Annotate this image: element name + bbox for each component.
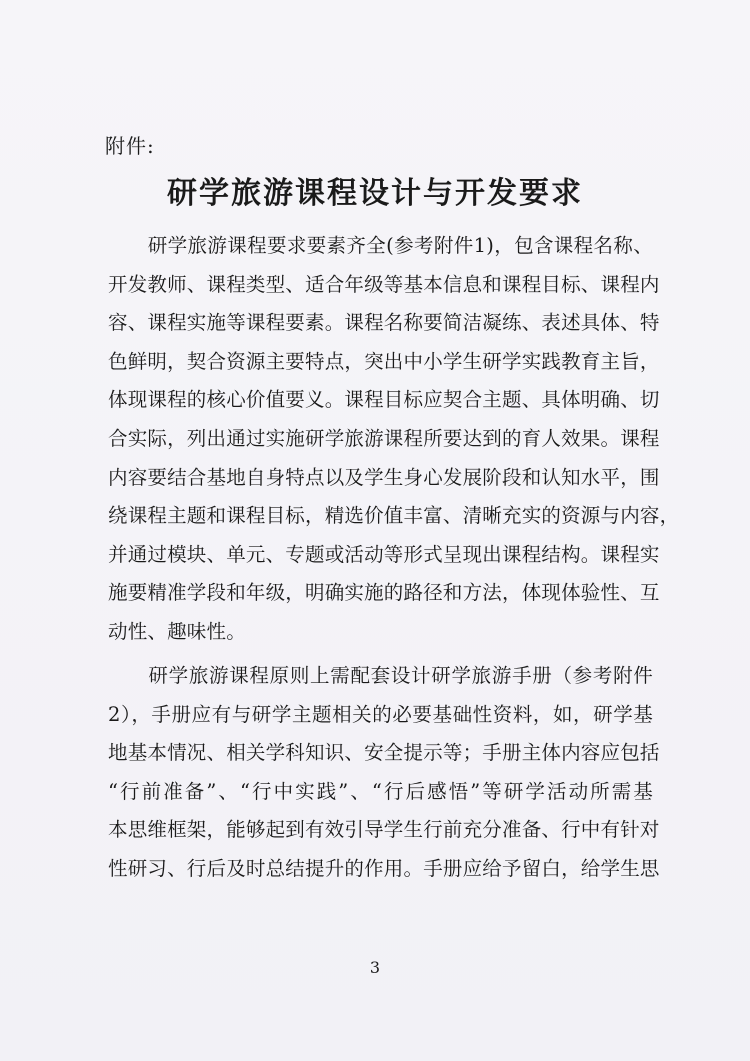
text-line: 性研习、行后及时总结提升的作用。手册应给予留白，给学生思 xyxy=(108,856,660,880)
paragraph-study-manual xyxy=(108,657,660,889)
text-line: 2），手册应有与研学主题相关的必要基础性资料，如，研学基 xyxy=(108,702,653,726)
text-line: 内容要结合基地自身特点以及学生身心发展阶段和认知水平，围 xyxy=(108,465,660,489)
text-line: 开发教师、课程类型、适合年级等基本信息和课程目标、课程内 xyxy=(108,272,660,296)
text-line: 容、课程实施等课程要素。课程名称要简洁凝练、表述具体、特 xyxy=(108,311,660,335)
text-line: 合实际，列出通过实施研学旅游课程所要达到的育人效果。课程 xyxy=(108,426,660,450)
text-line: 研学旅游课程要求要素齐全(参考附件1)，包含课程名称、 xyxy=(108,234,653,257)
text-line: 体现课程的核心价值要义。课程目标应契合主题、具体明确、切 xyxy=(108,388,660,412)
text-line: 研学旅游课程原则上需配套设计研学旅游手册（参考附件 xyxy=(108,664,653,687)
text-line: 动性、趣味性。 xyxy=(108,619,246,643)
text-line: 施要精准学段和年级，明确实施的路径和方法，体现体验性、互 xyxy=(108,581,660,605)
document-title: 研学旅游课程设计与开发要求 xyxy=(167,176,583,211)
text-line: 地基本情况、相关学科知识、安全提示等；手册主体内容应包括 xyxy=(108,741,660,765)
text-line: “行前准备”、“行中实践”、“行后感悟”等研学活动所需基 xyxy=(108,779,653,803)
attachment-label: 附件: xyxy=(105,134,155,158)
text-line: 并通过模块、单元、专题或活动等形式呈现出课程结构。课程实 xyxy=(108,542,660,566)
text-line: 绕课程主题和课程目标，精选价值丰富、清晰充实的资源与内容， xyxy=(108,504,680,528)
paragraph-course-requirements xyxy=(108,227,680,652)
text-line: 本思维框架，能够起到有效引导学生行前充分准备、行中有针对 xyxy=(108,818,660,842)
text-line: 色鲜明，契合资源主要特点，突出中小学生研学实践教育主旨， xyxy=(108,349,660,373)
page-number: 3 xyxy=(369,958,381,977)
